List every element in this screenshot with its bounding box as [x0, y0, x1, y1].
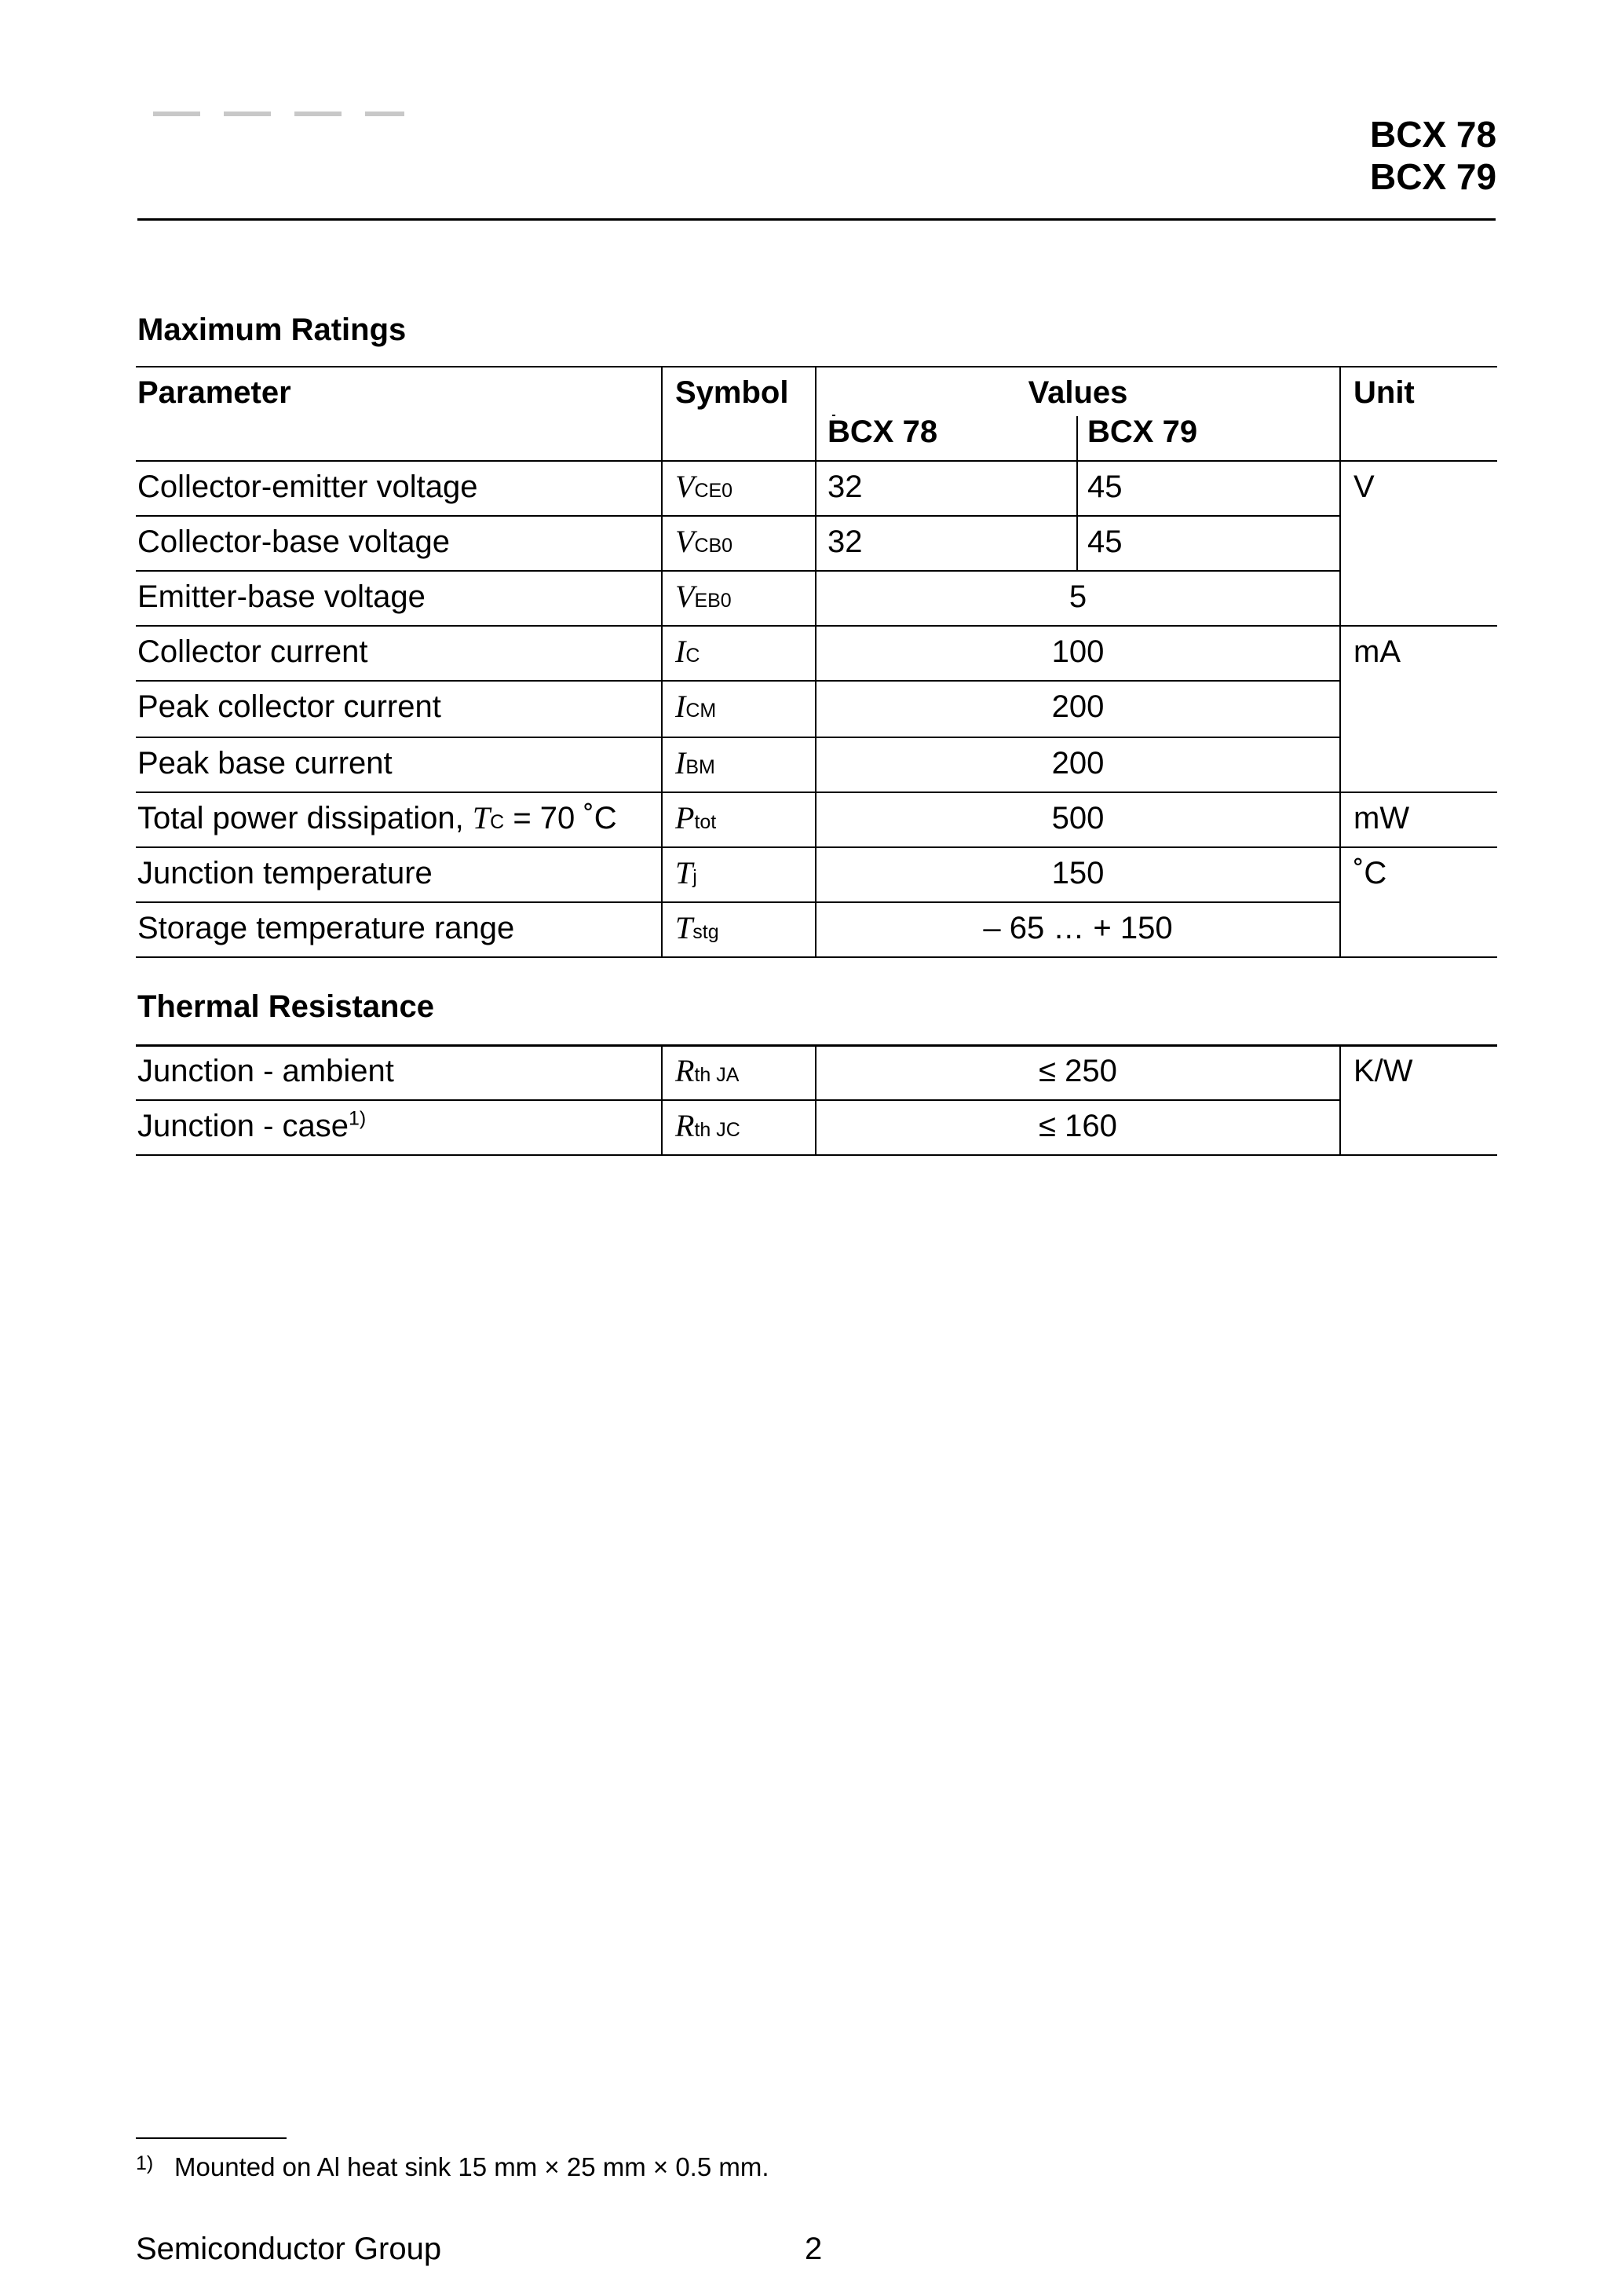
value-ic: 100	[1051, 634, 1105, 669]
param-storage-temperature-range: Storage temperature range	[137, 911, 515, 945]
value-vcb0-bcx78: 32	[827, 525, 863, 559]
param-collector-emitter-voltage: Collector-emitter voltage	[137, 470, 478, 504]
param-collector-base-voltage: Collector-base voltage	[137, 525, 450, 559]
footer-company: Semiconductor Group	[136, 2232, 442, 2266]
value-vce0-bcx78: 32	[827, 470, 863, 504]
symbol-vcb0: VCB0	[675, 524, 733, 559]
section-title-max-ratings: Maximum Ratings	[137, 313, 407, 347]
param-total-power-dissipation: Total power dissipation, TC = 70 ˚C	[137, 800, 617, 835]
footnote-text: Mounted on Al heat sink 15 mm × 25 mm × 0.5 mm.	[174, 2152, 769, 2181]
param-junction-temperature: Junction temperature	[137, 856, 433, 890]
header-rule	[137, 218, 1496, 221]
value-veb0: 5	[1069, 579, 1087, 614]
value-vcb0-bcx79: 45	[1087, 525, 1123, 559]
col-header-symbol: Symbol	[675, 375, 789, 410]
param-peak-base-current: Peak base current	[137, 746, 393, 781]
symbol-tj: Tj	[675, 855, 697, 890]
col-header-unit: Unit	[1353, 375, 1415, 410]
symbol-tstg: Tstg	[675, 910, 719, 945]
param-junction-case: Junction - case$^{1)}$	[137, 1107, 367, 1143]
symbol-icm: ICM	[675, 689, 717, 724]
value-ibm: 200	[1051, 746, 1105, 781]
section-title-thermal-resistance: Thermal Resistance	[137, 989, 434, 1024]
logo-remnant	[153, 112, 404, 116]
unit-ma: mA	[1353, 634, 1401, 669]
footnote-rule	[136, 2137, 287, 2139]
col-header-parameter: Parameter	[137, 375, 291, 410]
footnote-ref: 1)	[349, 1107, 367, 1130]
symbol-rthja: Rth JA	[675, 1053, 740, 1088]
col-header-bcx78: BCX 78	[827, 415, 938, 449]
param-junction-ambient: Junction - ambient	[137, 1054, 394, 1088]
param-emitter-base-voltage: Emitter-base voltage	[137, 579, 426, 614]
unit-mw: mW	[1353, 801, 1410, 835]
unit-kw: K/W	[1353, 1054, 1413, 1088]
value-tj: 150	[1051, 856, 1105, 890]
value-ptot: 500	[1051, 801, 1105, 835]
param-collector-current: Collector current	[137, 634, 368, 669]
footnote-marker: 1)	[136, 2152, 154, 2174]
symbol-ptot: Ptot	[675, 800, 717, 835]
symbol-vce0: VCE0	[675, 469, 733, 504]
symbol-ibm: IBM	[675, 745, 715, 781]
col-header-bcx79: BCX 79	[1087, 415, 1198, 449]
symbol-veb0: VEB0	[675, 579, 732, 614]
value-rthjc: ≤ 160	[1039, 1109, 1117, 1143]
part-number-2: BCX 79	[1370, 156, 1497, 197]
unit-v: V	[1353, 470, 1375, 504]
part-number-1: BCX 78	[1370, 114, 1497, 155]
footer-page-number: 2	[805, 2232, 823, 2266]
value-vce0-bcx79: 45	[1087, 470, 1123, 504]
value-rthja: ≤ 250	[1039, 1054, 1117, 1088]
value-icm: 200	[1051, 689, 1105, 724]
col-header-values: Values	[1028, 375, 1128, 410]
symbol-rthjc: Rth JC	[675, 1108, 740, 1143]
symbol-ic: IC	[675, 634, 700, 669]
value-tstg: – 65 … + 150	[983, 911, 1173, 945]
param-peak-collector-current: Peak collector current	[137, 689, 441, 724]
unit-degc: ˚C	[1353, 856, 1387, 890]
